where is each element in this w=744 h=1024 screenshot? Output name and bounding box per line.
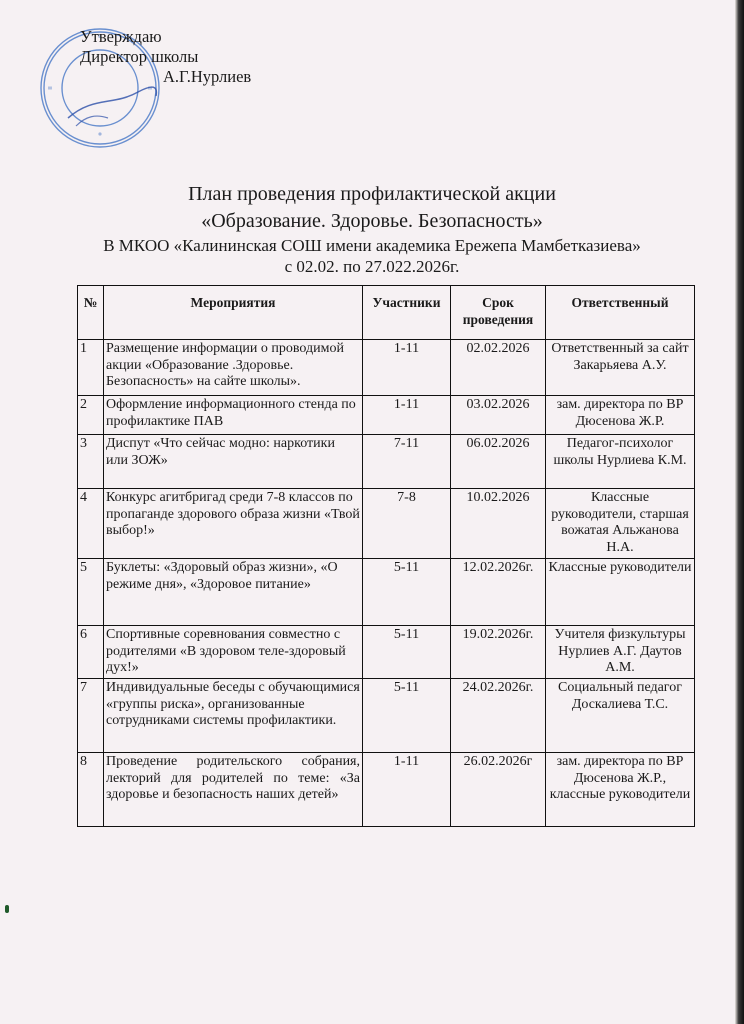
header-responsible: Ответственный (546, 286, 695, 340)
table-header-row (78, 286, 695, 340)
row-event: Буклеты: «Здоровый образ жизни», «О режиме дня», «Здоровое питание» (104, 559, 363, 626)
header-date: Срок проведения (451, 286, 546, 340)
row-event: Оформление информационного стенда по профилактике ПАВ (104, 396, 363, 435)
row-responsible: Педагог-психолог школы Нурлиева К.М. (546, 435, 695, 489)
approval-block (80, 27, 251, 87)
row-responsible: зам. директора по ВР Дюсенова Ж.Р. (546, 396, 695, 435)
header-event: Мероприятия (104, 286, 363, 340)
row-date: 10.02.2026 (451, 489, 546, 559)
row-number: 2 (78, 396, 104, 435)
scan-speck (5, 905, 9, 913)
table-row (78, 489, 695, 559)
row-participants: 5-11 (363, 679, 451, 753)
table-row (78, 753, 695, 827)
table-row (78, 396, 695, 435)
row-participants: 1-11 (363, 396, 451, 435)
row-date: 12.02.2026г. (451, 559, 546, 626)
row-event: Индивидуальные беседы с обучающимися «группы риска», организованные сотрудниками системы профилактики. (104, 679, 363, 753)
row-participants: 7-11 (363, 435, 451, 489)
row-number: 5 (78, 559, 104, 626)
row-number: 8 (78, 753, 104, 827)
row-event: Диспут «Что сейчас модно: наркотики или ЗОЖ» (104, 435, 363, 489)
title-dates: с 02.02. по 27.022.2026г. (284, 257, 460, 276)
table-row (78, 435, 695, 489)
title-line-1: План проведения профилактической акции (188, 183, 556, 205)
row-date: 06.02.2026 (451, 435, 546, 489)
header-number: № (78, 286, 104, 340)
row-date: 26.02.2026г (451, 753, 546, 827)
row-number: 1 (78, 340, 104, 396)
title-school: В МКОО «Калининская СОШ имени академика Ережепа Мамбетказиева» (103, 236, 641, 255)
row-event: Конкурс агитбригад среди 7-8 классов по пропаганде здорового образа жизни «Твой выбор!» (104, 489, 363, 559)
row-date: 03.02.2026 (451, 396, 546, 435)
row-responsible: Ответственный за сайт Закарьяева А.У. (546, 340, 695, 396)
document-title (0, 181, 744, 277)
row-number: 7 (78, 679, 104, 753)
approval-signer: А.Г.Нурлиев (163, 67, 252, 86)
row-participants: 5-11 (363, 626, 451, 679)
table-row (78, 679, 695, 753)
row-number: 3 (78, 435, 104, 489)
approval-line: Утверждаю (80, 27, 162, 46)
table-row (78, 340, 695, 396)
row-date: 24.02.2026г. (451, 679, 546, 753)
row-responsible: Социальный педагог Доскалиева Т.С. (546, 679, 695, 753)
row-event: Размещение информации о проводимой акции «Образование .Здоровье. Безопасность» на сайте школы». (104, 340, 363, 396)
row-responsible: Учителя физкультуры Нурлиев А.Г. Даутов А.М. (546, 626, 695, 679)
row-number: 4 (78, 489, 104, 559)
row-participants: 1-11 (363, 340, 451, 396)
table-row (78, 626, 695, 679)
approval-position: Директор школы (80, 47, 199, 66)
row-date: 02.02.2026 (451, 340, 546, 396)
row-number: 6 (78, 626, 104, 679)
table-row (78, 559, 695, 626)
row-participants: 1-11 (363, 753, 451, 827)
row-participants: 5-11 (363, 559, 451, 626)
row-responsible: Классные руководители, старшая вожатая Альжанова Н.А. (546, 489, 695, 559)
row-responsible: Классные руководители (546, 559, 695, 626)
scan-edge (735, 0, 744, 1024)
row-date: 19.02.2026г. (451, 626, 546, 679)
events-table (77, 285, 695, 827)
row-event: Проведение родительского собрания, лекторий для родителей по теме: «За здоровье и безопасность наших детей» (104, 753, 363, 827)
title-line-2: «Образование. Здоровье. Безопасность» (201, 210, 543, 232)
row-participants: 7-8 (363, 489, 451, 559)
row-responsible: зам. директора по ВР Дюсенова Ж.Р., классные руководители (546, 753, 695, 827)
row-event: Спортивные соревнования совместно с родителями «В здоровом теле-здоровый дух!» (104, 626, 363, 679)
header-participants: Участники (363, 286, 451, 340)
